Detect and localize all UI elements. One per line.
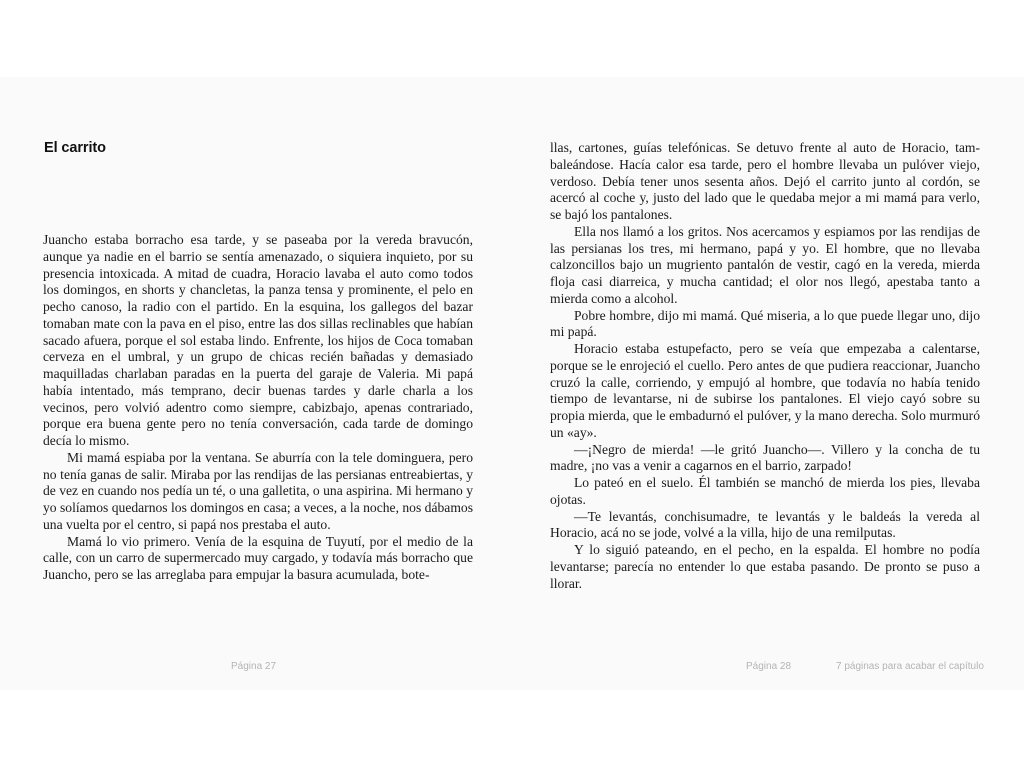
left-page[interactable]	[43, 77, 475, 690]
paragraph: Y lo siguió pateando, en el pecho, en la espalda. El hombre no podía levantarse; parecía no entender lo que estaba pasando. De pronto se puso a llorar.	[550, 542, 980, 591]
paragraph: Mamá lo vio primero. Venía de la esquina de Tuyutí, por el medio de la calle, con un carro de supermercado muy cargado, y todavía más borracho que Juancho, pero se las arreglaba para empujar la basura acumulada, bote-	[43, 533, 473, 582]
paragraph: —Te levantás, conchisumadre, te levantás y le baldeás la vereda al Horacio, acá no se jode, volvé a la villa, hijo de una remilputas.	[550, 508, 980, 541]
right-page[interactable]	[550, 77, 982, 690]
paragraph: Juancho estaba borracho esa tarde, y se paseaba por la vereda bravucón, aunque ya nadie en el barrio se sentía amenazado, o siquiera inquieto, por su presencia intoxicada. A mitad de cuadra, Horacio lavaba el auto como todos los domingos, en shorts y chancletas, la panza tensa y prominente, el pelo en pecho canoso, la radio con el partido. En la esquina, los gallegos del bazar tomaban mate con la pava en el piso, entre las dos sillas reclinables que habían sacado afuera, porque el sol estaba lindo. Enfrente, los hijos de Coca tomaban cerveza en el umbral, y un grupo de chicas recién bañadas y demasiado maquilladas charlaban paradas en la puerta del garaje de Valeria. Mi papá había intentado, más temprano, decir buenas tardes y darle charla a los vecinos, pero volvió adentro como siempre, cabizbajo, apenas contrariado, porque era buena gente pero no tenía conversación, cada tarde de domingo decía lo mismo.	[43, 232, 473, 448]
chapter-title: El carrito	[44, 140, 106, 156]
paragraph: Ella nos llamó a los gritos. Nos acercamos y espiamos por las rendijas de las persianas los tres, mi hermano, papá y yo. El hombre, que no llevaba calzoncillos bajo un mugriento pantalón de vestir, cagó en la vereda, mierda floja casi diarreica, y mucha cantidad; el olor nos llegó, apestaba tanto a mierda como a alcohol.	[550, 223, 980, 306]
paragraph: Pobre hombre, dijo mi mamá. Qué miseria, a lo que puede llegar uno, dijo mi papá.	[550, 307, 980, 340]
paragraph: —¡Negro de mierda! —le gritó Juancho—. Villero y la concha de tu madre, ¡no vas a venir a cagarnos en el barrio, zarpado!	[550, 441, 980, 474]
page-number-left: Página 27	[231, 661, 277, 672]
paragraph: Mi mamá espiaba por la ventana. Se aburría con la tele dominguera, pero no tenía ganas de salir. Miraba por las rendijas de las persianas entreabiertas, y de vez en cuando nos pedía un té, o una galletita, o una aspirina. Mi hermano y yo solíamos quedarnos los domingos en casa; a veces, a la noche, nos dábamos una vuelta por el centro, si papá nos prestaba el auto.	[43, 449, 473, 532]
paragraph: Horacio estaba estupefacto, pero se veía que empezaba a calentarse, porque se le enrojeció el cuello. Pero antes de que pudiera reaccionar, Juancho cruzó la calle, corriendo, y empujó al hombre, que todavía no había tenido tiempo de levantarse, ni de subirse los pantalones. El viejo cayó sobre su propia mierda, que le embadurnó el pulóver, y la mano derecha. Solo murmuró un «ay».	[550, 341, 980, 440]
left-page-text	[43, 232, 473, 584]
book-reader	[0, 77, 1024, 690]
page-number-right: Página 28	[746, 661, 792, 672]
paragraph: llas, cartones, guías telefónicas. Se detuvo frente al auto de Horacio, tambaleándose. Hacía calor esa tarde, pero el hombre llevaba un pulóver viejo, verdoso. Debía tener unos sesenta años. Dejó el carrito junto al cordón, se acercó al coche y, justo del lado que le quedaba mejor a mi mamá para verlo, se bajó los pantalones.	[550, 140, 980, 222]
right-page-text	[550, 140, 980, 592]
pages-remaining-in-chapter: 7 páginas para acabar el capítulo	[836, 661, 984, 672]
paragraph: Lo pateó en el suelo. Él también se manchó de mierda los pies, llevaba ojotas.	[550, 475, 980, 507]
